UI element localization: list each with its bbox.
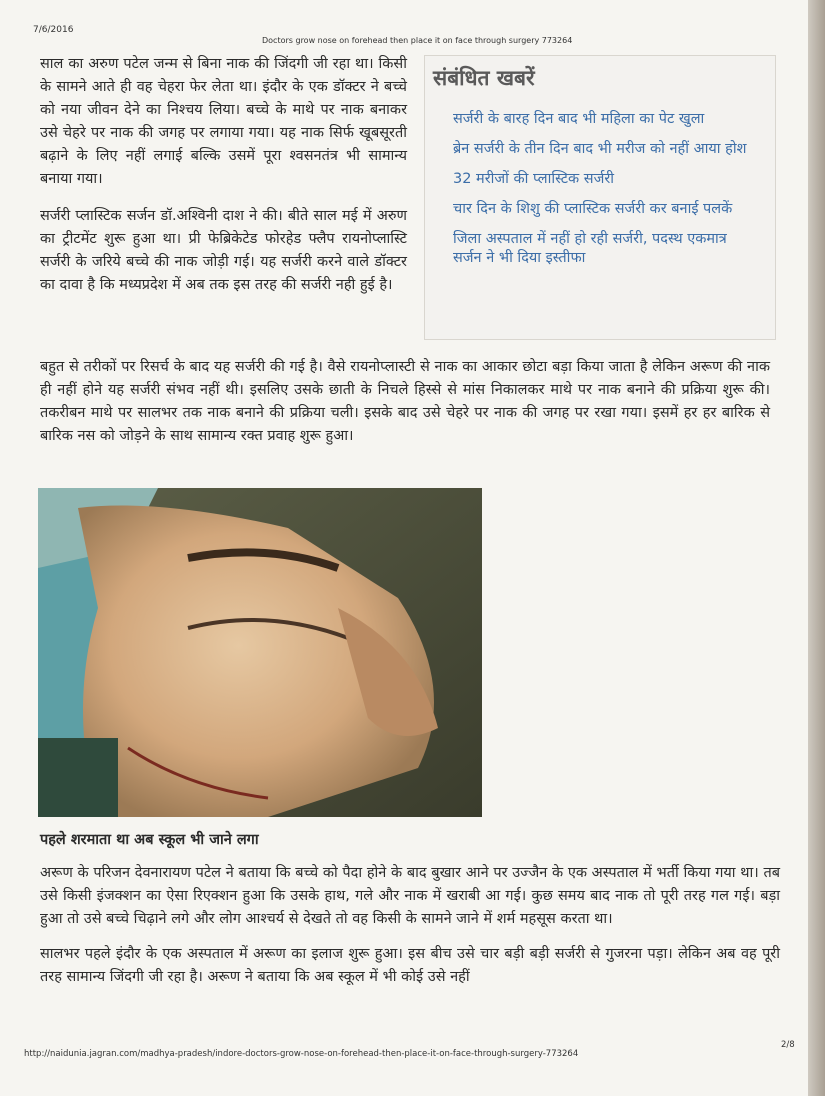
related-news-link[interactable]: जिला अस्पताल में नहीं हो रही सर्जरी, पदस्थ एकमात्र सर्जन ने भी दिया इस्तीफा (453, 231, 727, 266)
print-header-title: Doctors grow nose on forehead then place it on face through surgery 773264 (262, 36, 573, 45)
photo-caption: पहले शरमाता था अब स्कूल भी जाने लगा (40, 832, 259, 848)
article-intro (40, 53, 407, 311)
related-news-link[interactable]: सर्जरी के बारह दिन बाद भी महिला का पेट खुला (453, 111, 705, 127)
related-news-link[interactable]: चार दिन के शिशु की प्लास्टिक सर्जरी कर बनाई पलकें (453, 201, 733, 217)
print-date: 7/6/2016 (33, 25, 74, 35)
patient-photo-image (38, 488, 482, 817)
related-news-box (424, 55, 776, 340)
related-news-link[interactable]: ब्रेन सर्जरी के तीन दिन बाद भी मरीज को नहीं आया होश (453, 141, 747, 157)
article-paragraph: सालभर पहले इंदौर के एक अस्पताल में अरूण का इलाज शुरू हुआ। इस बीच उसे चार बड़ी बड़ी सर्जरी से गुजरना पड़ा। लेकिन अब वह पूरी तरह सामान्य जिंदगी जी रहा है। अरूण ने बताया कि अब स्कूल में भी कोई उसे नहीं (40, 946, 780, 985)
related-news-link[interactable]: 32 मरीजों की प्लास्टिक सर्जरी (453, 171, 615, 187)
article-paragraph: सर्जरी प्लास्टिक सर्जन डॉ.अश्विनी दाश ने की। बीते साल मई में अरुण का ट्रीटमेंट शुरू हुआ था। प्री फेब्रिकेटेड फोरहेड फ्लैप रायनोप्लास्टि सर्जरी के जरिये बच्चे की नाक जोड़ी गई। यह सर्जरी करने वाले डॉक्टर का दावा है कि मध्यप्रदेश में अब तक इस तरह की सर्जरी नही हुई है। (40, 208, 407, 293)
page-stack-edge (808, 0, 825, 1096)
article-body (40, 356, 770, 448)
article-paragraph: साल का अरुण पटेल जन्म से बिना नाक की जिंदगी जी रहा था। किसी के सामने आते ही वह चेहरा फेर लेता था। इंदौर के एक डॉक्टर ने बच्चे को नया जीवन देने का निश्चय लिया। बच्चे के माथे पर नाक बनाकर उसे चेहरे पर नाक की जगह पर लगाया गया। यह नाक सिर्फ खूबसूरती बढ़ाने के लिए नहीं लगाई बल्कि उसमें पूरा श्वसनतंत्र भी सामान्य बनाया गया। (40, 56, 407, 187)
print-footer-url: http://naidunia.jagran.com/madhya-pradesh/indore-doctors-grow-nose-on-forehead-then-place-it-on-face-through-surgery-773264 (24, 1049, 579, 1059)
article-body-continued (40, 862, 780, 1001)
related-news-heading: संबंधित खबरें (433, 65, 535, 90)
article-paragraph: अरूण के परिजन देवनारायण पटेल ने बताया कि बच्चे को पैदा होने के बाद बुखार आने पर उज्जैन के एक अस्पताल में भर्ती किया गया था। तब उसे किसी इंजक्शन का ऐसा रिएक्शन हुआ कि उसके हाथ, गले और नाक में खराबी आ गई। कुछ समय बाद नाक तो पूरी तरह गल गई। बड़ा हुआ तो उसे बच्चे चिढ़ाने लगे और लोग आश्चर्य से देखते तो वह किसी के सामने जाने में शर्म महसूस करता था। (40, 865, 780, 927)
patient-photo (38, 488, 482, 817)
print-page-number: 2/8 (781, 1040, 795, 1050)
related-news-list (425, 110, 775, 268)
article-paragraph: बहुत से तरीकों पर रिसर्च के बाद यह सर्जरी की गई है। वैसे रायनोप्लास्टी से नाक का आकार छोटा बड़ा किया जाता है लेकिन अरूण की नाक ही नहीं होने यह सर्जरी संभव नहीं थी। इसलिए उसके छाती के निचले हिस्से से मांस निकालकर माथे पर नाक बनाने की प्रक्रिया शुरू की। तकरीबन माथे पर सालभर तक नाक बनाने की प्रक्रिया चली। इसके बाद उसे चेहरे पर नाक की जगह पर रखा गया। इसमें हर हर बारिक से बारिक नस को जोड़ने के साथ सामान्य रक्त प्रवाह शुरू हुआ। (40, 359, 770, 444)
